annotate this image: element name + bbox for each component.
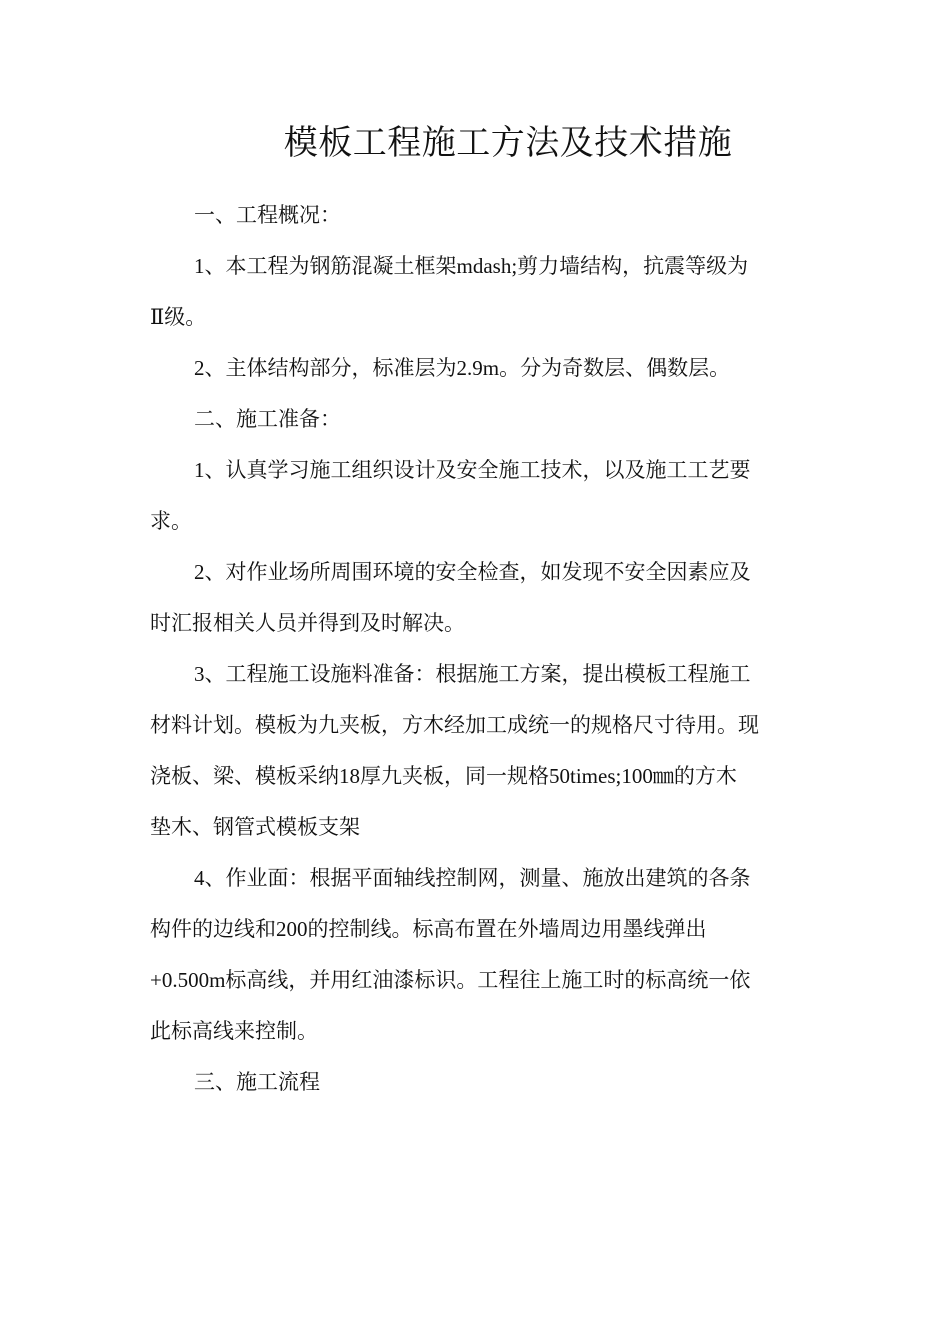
section-heading-overview: 一、工程概况：	[194, 203, 341, 227]
paragraph-line: 材料计划。模板为九夹板，方木经加工成统一的规格尺寸待用。现	[150, 713, 759, 737]
paragraph-line: 1、认真学习施工组织设计及安全施工技术，以及施工工艺要	[194, 458, 751, 482]
paragraph-line: 3、工程施工设施料准备：根据施工方案，提出模板工程施工	[194, 662, 751, 686]
paragraph-line: 求。	[150, 509, 192, 533]
section-heading-process: 三、施工流程	[194, 1070, 320, 1094]
paragraph-line: +0.500m标高线，并用红油漆标识。工程往上施工时的标高统一依	[150, 968, 751, 992]
paragraph-line: 2、对作业场所周围环境的安全检查，如发现不安全因素应及	[194, 560, 751, 584]
document-title: 模板工程施工方法及技术措施	[283, 125, 733, 162]
paragraph-line: 垫木、钢管式模板支架	[150, 815, 360, 839]
paragraph-line: 此标高线来控制。	[150, 1019, 318, 1043]
paragraph-line: 时汇报相关人员并得到及时解决。	[150, 611, 465, 635]
paragraph-line: 4、作业面：根据平面轴线控制网，测量、施放出建筑的各条	[194, 866, 751, 890]
section-heading-preparation: 二、施工准备：	[194, 407, 341, 431]
paragraph-line: Ⅱ级。	[150, 305, 207, 329]
paragraph-line: 构件的边线和200的控制线。标高布置在外墙周边用墨线弹出	[150, 917, 707, 941]
document-body	[150, 190, 815, 1108]
paragraph-line: 2、主体结构部分，标准层为2.9m。分为奇数层、偶数层。	[194, 356, 731, 380]
paragraph-line: 浇板、梁、模板采纳18厚九夹板，同一规格50times;100㎜的方木	[150, 764, 737, 788]
paragraph-line: 1、本工程为钢筋混凝土框架mdash;剪力墙结构，抗震等级为	[194, 254, 749, 278]
